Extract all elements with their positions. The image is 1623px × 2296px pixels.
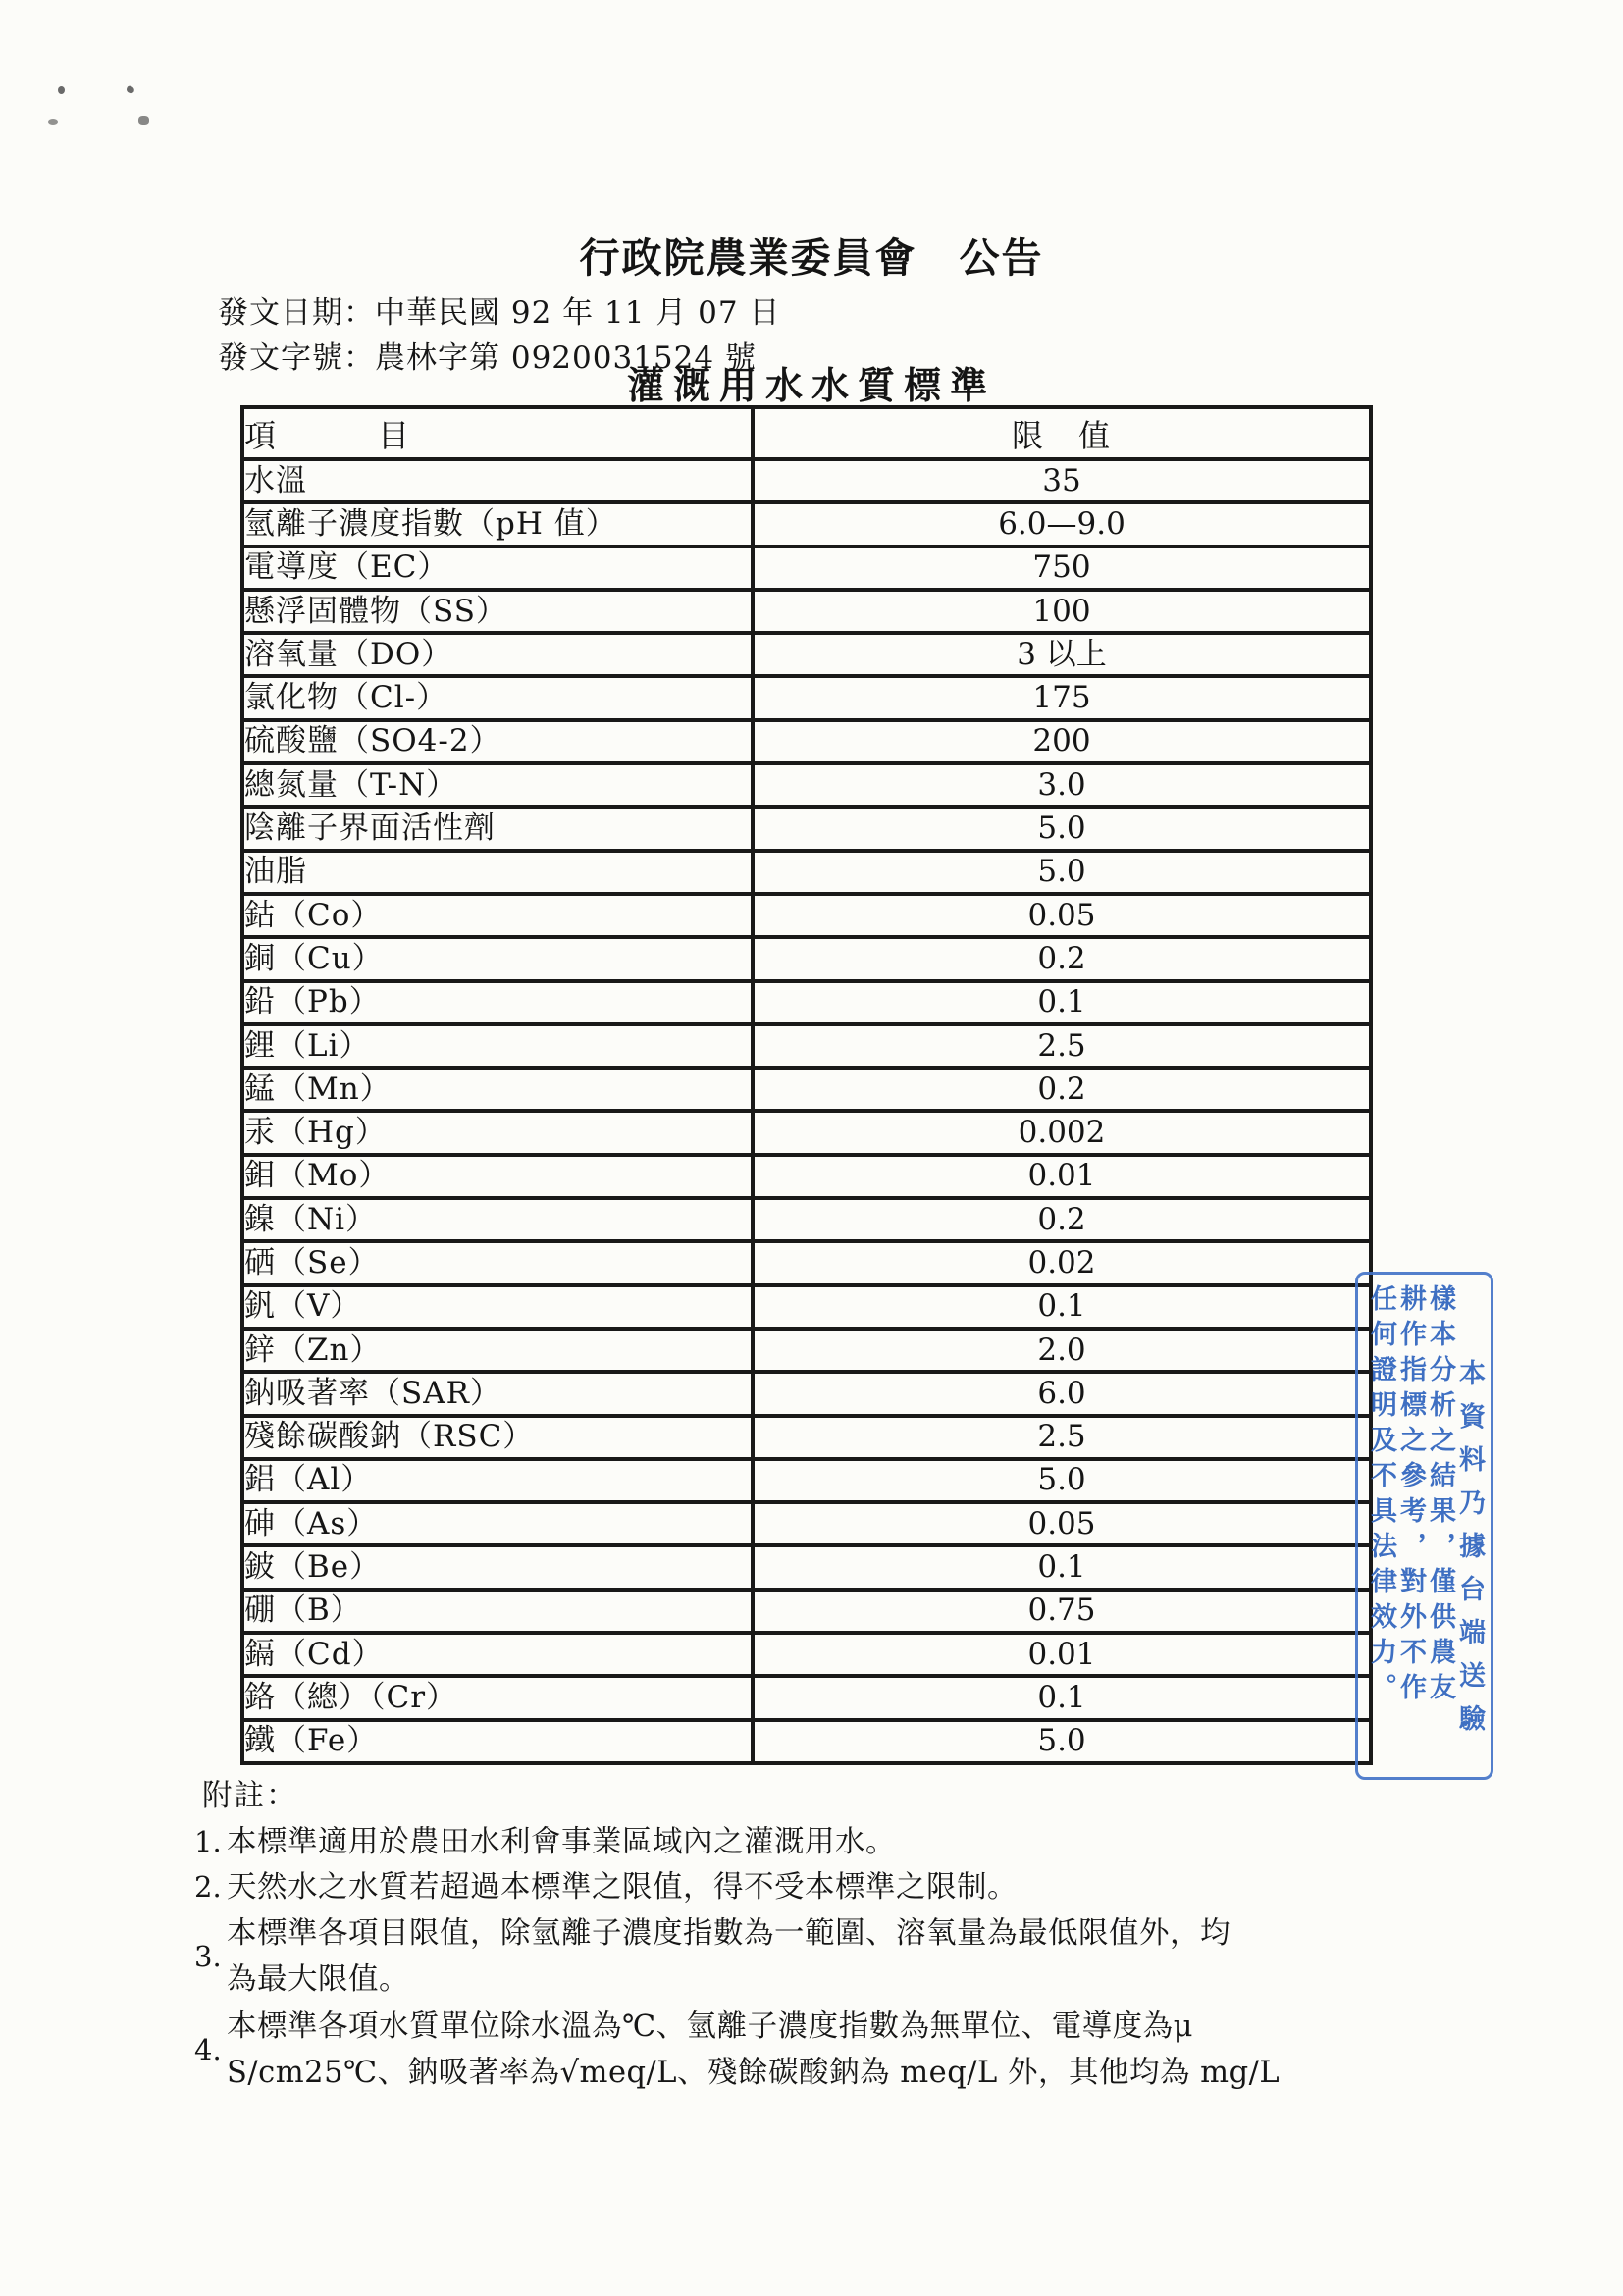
limit-value: 0.02 <box>753 1241 1371 1284</box>
limit-value: 0.01 <box>753 1633 1371 1676</box>
table-row <box>242 502 1371 546</box>
limit-value: 750 <box>753 547 1371 590</box>
limit-value: 200 <box>753 720 1371 763</box>
item-name: 水溫 <box>242 459 753 502</box>
item-name: 硫酸鹽（SO4-2） <box>242 720 753 763</box>
footnote-text: 天然水之水質若超過本標準之限值，得不受本標準之限制。 <box>227 1870 1018 1905</box>
limit-value: 3.0 <box>753 763 1371 807</box>
table-row <box>242 547 1371 590</box>
table-row <box>242 1198 1371 1241</box>
item-name: 氫離子濃度指數（pH 值） <box>242 502 753 546</box>
table-row <box>242 1372 1371 1415</box>
scan-speck <box>58 86 65 94</box>
table-row <box>242 1285 1371 1329</box>
item-name: 鎳（Ni） <box>242 1198 753 1241</box>
stamp-text-column: 耕作指標之參考，對外不作 <box>1395 1284 1426 1708</box>
item-name: 錳（Mn） <box>242 1068 753 1111</box>
stamp-text-column: 任何證明及不具法律效力。 <box>1366 1284 1396 1708</box>
item-name: 鈹（Be） <box>242 1545 753 1589</box>
item-name: 陰離子界面活性劑 <box>242 807 753 850</box>
item-name: 硼（B） <box>242 1590 753 1633</box>
footnote <box>194 1820 1440 1864</box>
limit-value: 175 <box>753 676 1371 719</box>
scan-speck <box>48 119 58 125</box>
limit-value: 0.05 <box>753 894 1371 937</box>
table-row <box>242 1024 1371 1068</box>
table-row <box>242 1111 1371 1154</box>
footnote-number: 4. <box>194 2032 222 2066</box>
limit-value: 0.2 <box>753 1198 1371 1241</box>
table-row <box>242 1241 1371 1284</box>
item-name: 油脂 <box>242 851 753 894</box>
limit-value: 0.1 <box>753 981 1371 1024</box>
scan-speck <box>138 116 149 125</box>
water-quality-standards-table <box>240 405 1373 1765</box>
scan-speck <box>126 85 135 94</box>
table-row <box>242 633 1371 676</box>
limit-value: 0.1 <box>753 1285 1371 1329</box>
document-number-line: 發文字號：農林字第 0920031524 號 <box>218 340 757 376</box>
item-name: 鋰（Li） <box>242 1024 753 1068</box>
limit-value: 0.2 <box>753 1068 1371 1111</box>
limit-value: 0.01 <box>753 1155 1371 1198</box>
item-name: 鋁（Al） <box>242 1459 753 1502</box>
limit-value: 0.1 <box>753 1545 1371 1589</box>
limit-value: 5.0 <box>753 1720 1371 1763</box>
item-name: 鉬（Mo） <box>242 1155 753 1198</box>
limit-value: 0.75 <box>753 1590 1371 1633</box>
table-row <box>242 1676 1371 1719</box>
document-title: 行政院農業委員會 公告 <box>579 235 1044 282</box>
footnote <box>194 1910 1440 2003</box>
limit-value: 2.5 <box>753 1416 1371 1459</box>
table-row <box>242 1459 1371 1502</box>
item-name: 鈷（Co） <box>242 894 753 937</box>
limit-value: 2.0 <box>753 1329 1371 1372</box>
item-name: 鉛（Pb） <box>242 981 753 1024</box>
table-header-row <box>242 407 1371 459</box>
limit-value: 0.05 <box>753 1502 1371 1545</box>
table-row <box>242 1502 1371 1545</box>
item-name: 鎘（Cd） <box>242 1633 753 1676</box>
table-row <box>242 1068 1371 1111</box>
table-row <box>242 851 1371 894</box>
item-name: 鉻（總）（Cr） <box>242 1676 753 1719</box>
item-name: 銅（Cu） <box>242 937 753 980</box>
footnote-number: 1. <box>194 1825 222 1858</box>
item-name: 硒（Se） <box>242 1241 753 1284</box>
table-row <box>242 894 1371 937</box>
limit-value: 2.5 <box>753 1024 1371 1068</box>
table-row <box>242 590 1371 633</box>
item-name: 汞（Hg） <box>242 1111 753 1154</box>
table-row <box>242 807 1371 850</box>
footnote-text: 本標準各項目限值，除氫離子濃度指數為一範圍、溶氧量為最低限值外，均 為最大限值。 <box>227 1916 1230 1997</box>
table-row <box>242 459 1371 502</box>
footnote <box>194 2004 1440 2096</box>
limit-value: 0.2 <box>753 937 1371 980</box>
limit-value: 100 <box>753 590 1371 633</box>
limit-value: 5.0 <box>753 807 1371 850</box>
item-name: 砷（As） <box>242 1502 753 1545</box>
table-row <box>242 720 1371 763</box>
item-name: 鐵（Fe） <box>242 1720 753 1763</box>
item-name: 殘餘碳酸鈉（RSC） <box>242 1416 753 1459</box>
item-name: 鋅（Zn） <box>242 1329 753 1372</box>
column-header-limit: 限 值 <box>753 407 1371 459</box>
stamp-text-column: 本資料乃據台端送驗 <box>1454 1359 1485 1748</box>
limit-value: 35 <box>753 459 1371 502</box>
issue-date-line: 發文日期：中華民國 92 年 11 月 07 日 <box>218 295 781 331</box>
limit-value: 5.0 <box>753 1459 1371 1502</box>
footnote-text: 本標準各項水質單位除水溫為℃、氫離子濃度指數為無單位、電導度為μ S/cm25℃、鈉吸著率為√meq/L、殘餘碳酸鈉為 meq/L 外，其他均為 mg/L <box>227 2009 1281 2090</box>
table-row <box>242 1720 1371 1763</box>
column-header-item: 項 目 <box>242 407 753 459</box>
table-title: 灌溉用水水質標準 <box>626 363 996 407</box>
table-row <box>242 1590 1371 1633</box>
table-row <box>242 1329 1371 1372</box>
limit-value: 3 以上 <box>753 633 1371 676</box>
item-name: 鈉吸著率（SAR） <box>242 1372 753 1415</box>
item-name: 懸浮固體物（SS） <box>242 590 753 633</box>
footnote-text: 本標準適用於農田水利會事業區域內之灌溉用水。 <box>227 1825 896 1859</box>
table-row <box>242 763 1371 807</box>
item-name: 總氮量（T-N） <box>242 763 753 807</box>
table-row <box>242 981 1371 1024</box>
footnotes-section <box>194 1774 1440 2097</box>
stamp-text-column: 樣本分析之結果，僅供農友 <box>1425 1284 1455 1708</box>
footnote <box>194 1865 1440 1909</box>
table-row <box>242 1155 1371 1198</box>
limit-value: 6.0—9.0 <box>753 502 1371 546</box>
item-name: 溶氧量（DO） <box>242 633 753 676</box>
table-row <box>242 1545 1371 1589</box>
item-name: 釩（V） <box>242 1285 753 1329</box>
disclaimer-stamp <box>1355 1272 1493 1780</box>
table-row <box>242 1633 1371 1676</box>
footnote-number: 2. <box>194 1870 222 1904</box>
limit-value: 0.1 <box>753 1676 1371 1719</box>
limit-value: 6.0 <box>753 1372 1371 1415</box>
footnote-number: 3. <box>194 1939 222 1973</box>
limit-value: 0.002 <box>753 1111 1371 1154</box>
footnotes-heading: 附註： <box>202 1779 298 1813</box>
table-row <box>242 937 1371 980</box>
item-name: 電導度（EC） <box>242 547 753 590</box>
limit-value: 5.0 <box>753 851 1371 894</box>
table-row <box>242 676 1371 719</box>
table-row <box>242 1416 1371 1459</box>
item-name: 氯化物（Cl-） <box>242 676 753 719</box>
